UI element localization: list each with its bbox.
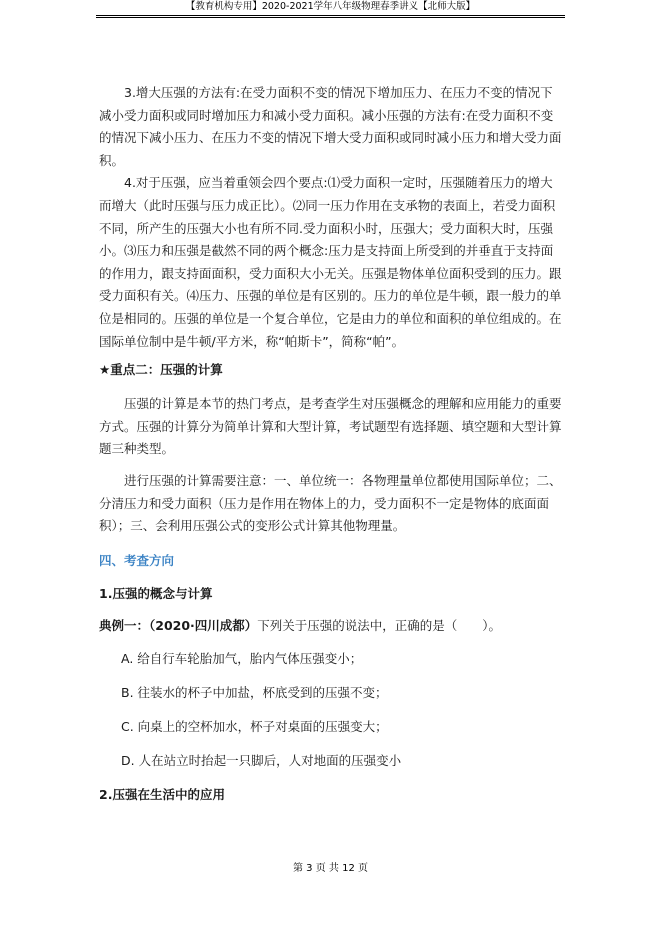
paragraph-calculation-intro: 压强的计算是本节的热门考点，是考查学生对压强概念的理解和应用能力的重要方式。压强的计算分为简单计算和大型计算，考试题型有选择题、填空题和大型计算题三种类型。 [99,396,562,457]
example-text: 下列关于压强的说法中，正确的是（ ）。 [257,617,502,633]
header-rule [96,15,565,18]
subsection-heading-concept: 1.压强的概念与计算 [99,585,213,601]
paragraph-calculation-notes: 进行压强的计算需要注意：一、单位统一：各物理量单位都使用国际单位；二、分清压力和受力面积（压力是作用在物体上的力，受力面积不一定是物体的底面面积）；三、会利用压强公式的变形公式计算其他物理量。 [99,472,562,534]
option-c: C. 向桌上的空杯加水，杯子对桌面的压强变大； [121,718,388,734]
keypoint-heading: ★重点二：压强的计算 [99,362,223,378]
paragraph-pressure-key-points: 4.对于压强，应当着重领会四个要点:⑴受力面积一定时，压强随着压力的增大而增大（此时压强与压力成正比）。⑵同一压力作用在支承物的表面上，若受力面积不同，所产生的压强大小也有所不同.受力面积小时，压强大；受力面积大时，压强小。⑶压力和压强是截然不同的两个概念:压力是支持面上所受到的并垂直于支持面的作用力，跟支持面面积，受力面积大小无关。压强是物体单位面积受到的压力。跟受力面积有关。⑷压力、压强的单位是有区别的。压力的单位是牛顿，跟一般力的单位是相同的。压强的单位是一个复合单位，它是由力的单位和面积的单位组成的。在国际单位制中是牛顿/平方米，称“帕斯卡”，简称“帕”。 [99,175,562,349]
paragraph-increase-pressure-methods: 3.增大压强的方法有:在受力面积不变的情况下增加压力、在压力不变的情况下减小受力面积或同时增加压力和减小受力面积。减小压强的方法有:在受力面积不变的情况下减小压力、在压力不变的情况下增大受力面积或同时减小压力和增大受力面积。 [99,85,562,168]
option-d: D. 人在站立时抬起一只脚后，人对地面的压强变小 [121,752,402,768]
example-question [99,615,565,637]
document-header: 【教育机构专用】2020-2021学年八年级物理春季讲义【北师大版】 [185,1,476,12]
section-heading: 四、考查方向 [99,552,175,568]
subsection-heading-application: 2.压强在生活中的应用 [99,786,225,802]
example-label: 典例一：（2020·四川成都） [99,617,258,633]
document-body [99,82,565,806]
option-b: B. 往装水的杯子中加盐，杯底受到的压强不变； [121,684,388,700]
option-a: A. 给自行车轮胎加气，胎内气体压强变小； [121,650,363,666]
page-number: 第 3 页 共 12 页 [293,863,368,874]
